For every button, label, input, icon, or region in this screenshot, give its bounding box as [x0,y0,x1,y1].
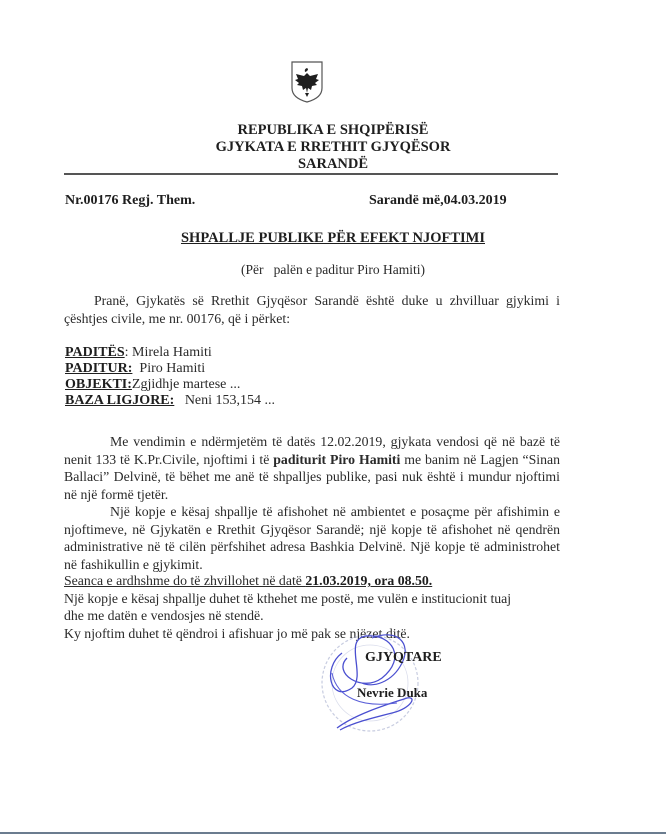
return-instruction-line-2: dhe me datën e vendosjes në stendë. [64,608,264,623]
registry-number: Nr.00176 Regj. Them. [65,193,196,208]
field-label: BAZA LIGJORE: [65,393,175,408]
next-session-line [64,572,432,590]
posting-duration-line: Ky njoftim duhet të qëndroi i afishuar jo më pak se njëzet ditë. [64,626,410,641]
field-label: PADITUR: [65,361,133,376]
header-city: SARANDË [297,156,369,172]
defendant-name: paditurit Piro Hamiti [273,451,401,467]
court-header [0,122,666,173]
header-republic: REPUBLIKA E SHQIPËRISË [237,122,429,138]
judge-title: GJYQTARE [365,650,442,665]
next-session-date: 21.03.2019, ora 08.50. [305,573,433,588]
field-separator: : [124,345,133,360]
return-instruction-line-1: Një kopje e kësaj shpallje duhet të kthehet me postë, me vulën e institucionit tuaj [64,591,512,606]
decision-text-2: , gjykata vendosi që në bazë të nenit 133 të K.Pr.Civile, njoftimi i të [64,434,560,467]
decision-text-3: me banim në Lagjen “Sinan Ballaci” Delvinë, të bëhet me anë të shpalljes publike, pasi nuk është i mundur njoftimi në një formë tjetër. [64,451,561,502]
next-session-text: Seanca e ardhshme do të zhvillohet në datë [64,573,306,588]
header-court: GJYKATA E RRETHIT GJYQËSOR [215,139,451,155]
field-value: Zgjidhje martese ... [131,377,241,392]
decision-paragraph [64,433,560,503]
document-subtitle: (Për palën e paditur Piro Hamiti) [240,262,426,277]
field-legal-basis [65,393,275,409]
court-stamp-signature-icon [312,628,432,738]
field-value: Piro Hamiti [139,361,206,376]
case-fields [65,345,275,409]
field-value: Mirela Hamiti [132,345,212,360]
intro-paragraph: Pranë, Gjykatës së Rrethit Gjyqësor Sarandë është duke u zhvilluar gjykimi i çështjes civile, me nr. 00176, që i përket: [64,293,560,326]
field-plaintiff [65,345,275,361]
field-defendant [65,361,275,377]
field-label: OBJEKTI: [65,377,132,392]
field-label: PADITËS [65,345,125,360]
field-separator [174,393,185,408]
decision-text-1: Me vendimin e ndërmjetëm të datës 12.02.2019 [110,434,383,449]
document-title: SHPALLJE PUBLIKE PËR EFEKT NJOFTIMI [180,230,485,246]
place-date: Sarandë më,04.03.2019 [369,193,507,208]
field-value: Neni 153,154 ... [184,393,276,408]
coat-of-arms-icon [290,60,324,104]
judge-name: Nevrie Duka [357,685,428,700]
field-object [65,377,275,393]
copy-paragraph: Një kopje e kësaj shpallje të afishohet në ambientet e posaçme për afishimin e njoftimeve, në Gjykatën e Rrethit Gjyqësor Sarandë; një kopje të afishohet në qendrën administrative në të cilën përfshihet adresa Bashkia Delvinë. Një kopje të administrohet në fashikullin e gjykimit. [64,504,560,572]
header-divider [64,173,558,175]
